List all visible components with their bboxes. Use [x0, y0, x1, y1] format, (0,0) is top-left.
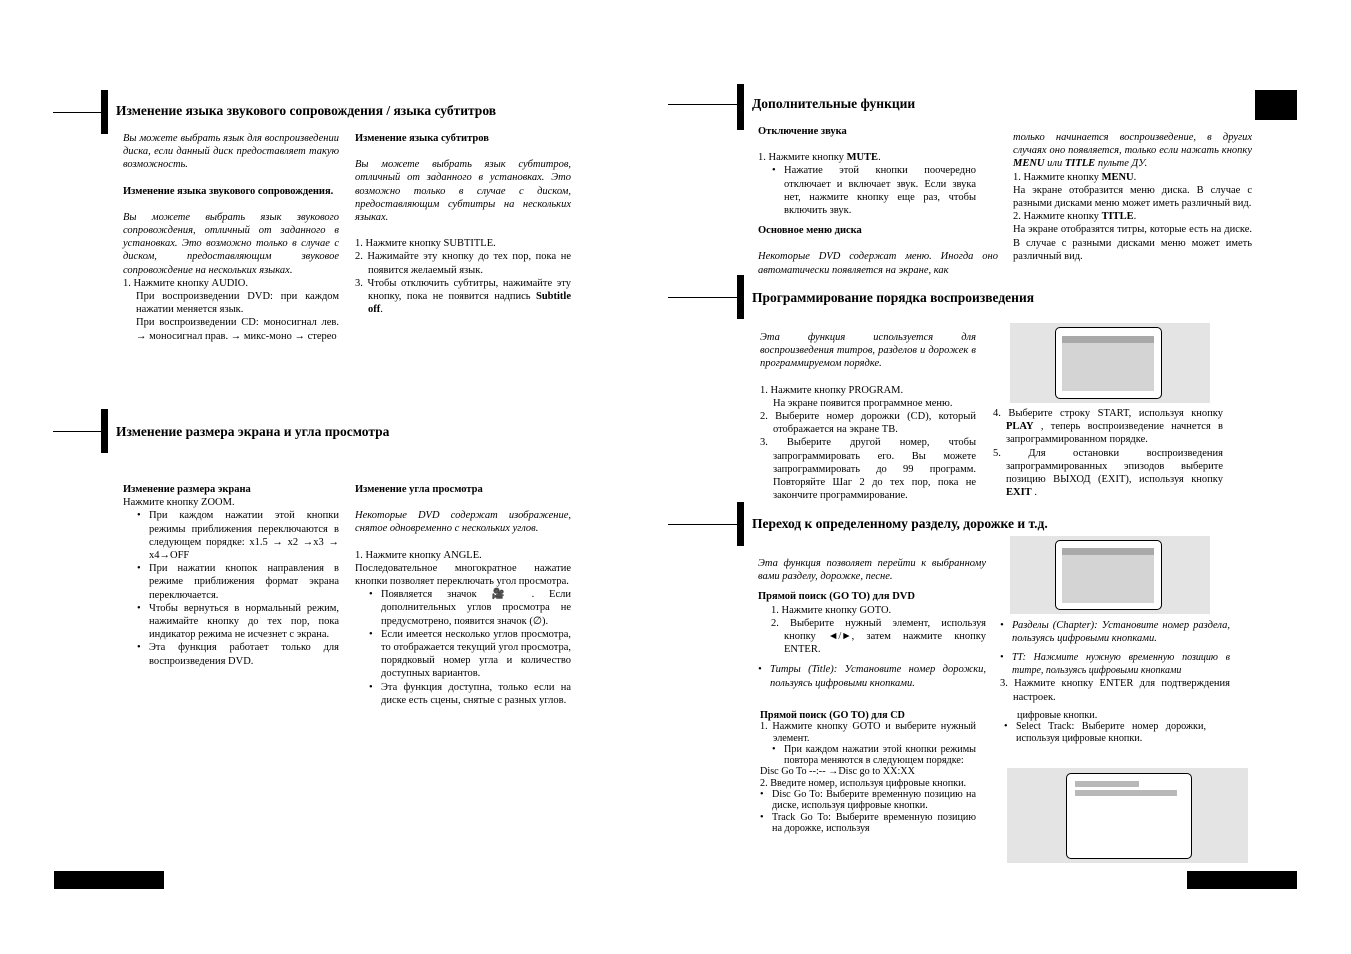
section-title-program: Программирование порядка воспроизведения [752, 290, 1035, 305]
subtitle-step-3 [355, 277, 571, 317]
zoom-heading: Изменение размера экрана [123, 484, 251, 495]
goto-dvd-bullets-right [1000, 619, 1230, 645]
program-step-4-post: , теперь воспроизведение начнется в запрограммированном порядке. [1006, 421, 1223, 446]
menu-step-2-label: TITLE [1101, 211, 1134, 223]
program-step-3: 3. Выберите другой номер, чтобы запрограммировать его. Вы можете запрограммировать до 99 программ. Повторяйте Шаг 2 до тех пор, пока не закончите программирование. [760, 437, 976, 502]
angle-bullet: • Появляется значок 🎥 . Если дополнительных углов просмотра не предусмотрено, появится значок (∅). [369, 588, 571, 628]
screen-menu-body [1062, 555, 1154, 603]
menu-step-1-label: MENU [1101, 171, 1134, 183]
subtitle-intro: Вы можете выбрать язык субтитров, отличный от заданного в установках. Это возможно только в случае с диском, предоставляющим субтитры на нескольких языках. [355, 159, 571, 224]
program-column-right [993, 407, 1223, 499]
program-step-4 [993, 407, 1223, 447]
zoom-bullet: • При каждом нажатии этой кнопки режимы приближения переключаются в следующем порядке: x1.5 → x2 →x3 → x4→OFF [137, 509, 339, 562]
goto-dvd-steps [758, 604, 986, 657]
zoom-bullet: • При нажатии кнопок направления в режиме приближения формат экрана переключается. [137, 562, 339, 602]
mute-column [758, 125, 998, 277]
mute-heading: Отключение звука [758, 126, 847, 137]
program-step-1: 1. Нажмите кнопку PROGRAM. [760, 384, 904, 396]
goto-dvd-step-2: 2. Выберите нужный элемент, используя кнопку ◄/►, затем нажмите кнопку ENTER. [771, 617, 986, 656]
goto-column-right [1000, 619, 1230, 704]
angle-intro: Некоторые DVD содержат изображение, снятое одновременно с нескольких углов. [355, 510, 571, 535]
subtitle-step-2: 2. Нажимайте эту кнопку до тех пор, пока не появится желаемый язык. [355, 251, 571, 276]
menu-step-1-post: . [1133, 171, 1137, 183]
goto-cd-bullet-1: • При каждом нажатии этой кнопки режимы повтора меняются в следующем порядке: [772, 744, 976, 767]
angle-bullet: • Эта функция доступна, только если на диске есть сцены, снятые с разных углов. [369, 681, 571, 707]
page-tab-top-right [1255, 90, 1297, 120]
goto-dvd-bullets [758, 663, 986, 689]
goto-cd-heading: Прямой поиск (GO TO) для CD [760, 710, 905, 721]
goto-dvd-heading: Прямой поиск (GO TO) для DVD [758, 591, 915, 603]
menu-intro: Некоторые DVD содержат меню. Иногда оно автоматически появляется на экране, как [758, 251, 998, 276]
section-title-additional: Дополнительные функции [752, 96, 916, 111]
goto-cd-step-2: 2. Введите номер, используя цифровые кнопки. [760, 777, 967, 789]
goto-cd-screen-illustration [1007, 768, 1248, 863]
subtitle-step-3-text: 3. Чтобы отключить субтитры, нажимайте эту кнопку, пока не появится надпись [355, 277, 571, 303]
program-steps-right [993, 407, 1223, 499]
goto-column-left [758, 557, 986, 690]
tv-screen-frame [1055, 327, 1162, 399]
menu-label: MENU [1013, 158, 1045, 170]
program-step-4-pre: 4. Выберите строку START, используя кнопку [993, 408, 1223, 419]
menu-step-2-post: . [1133, 211, 1137, 223]
menu-column [1013, 131, 1252, 263]
menu-heading: Основное меню диска [758, 225, 862, 237]
program-screen-illustration [1010, 323, 1210, 403]
section-marker-bar [101, 409, 108, 453]
menu-intro-cont-mid: или [1044, 158, 1065, 170]
goto-cd-bullets-2 [760, 789, 976, 834]
subtitle-step-1: 1. Нажмите кнопку SUBTITLE. [355, 238, 496, 250]
menu-step-1-text: На экране отобразится меню диска. В случае с разными дисками меню может иметь различный вид. [1013, 184, 1252, 210]
exit-label: EXIT [1006, 487, 1032, 499]
intro-text: Вы можете выбрать язык для воспроизведении диска, если данный диск предоставляет такую возможность. [123, 133, 339, 171]
zoom-column [123, 483, 339, 668]
goto-cd-bullet-disc: • Disc Go To: Выберите временную позицию на диске, используя цифровые кнопки. [760, 789, 976, 812]
goto-cd-column-right [1004, 710, 1206, 744]
audio-step-1: 1. Нажмите кнопку AUDIO. [123, 277, 249, 289]
audio-step-1-cd: При воспроизведении CD: моносигнал лев. → моносигнал прав. → микс-моно → стерео [136, 317, 339, 342]
angle-step-1: 1. Нажмите кнопку ANGLE. [355, 549, 482, 561]
goto-dvd-bullet-chapters: • Разделы (Chapter): Установите номер раздела, пользуясь цифровыми кнопками. [1000, 619, 1230, 645]
angle-bullet: • Если имеется несколько углов просмотра, то отображается текущий угол просмотра, порядковый номер угла и количество доступных вариантов. [369, 628, 571, 681]
goto-screen-illustration [1010, 536, 1210, 614]
goto-dvd-step-1: 1. Нажмите кнопку GOTO. [771, 604, 892, 616]
angle-bullets [355, 588, 571, 707]
zoom-bullet: • Эта функция работает только для воспроизведения DVD. [137, 641, 339, 667]
subtitle-column [355, 132, 571, 316]
goto-dvd-bullet-tt: • TT: Нажмите нужную временную позицию в титре, пользуясь цифровыми кнопками [1000, 652, 1230, 677]
program-intro: Эта функция используется для воспроизведения титров, разделов и дорожек в программируемом порядке. [760, 332, 976, 370]
title-label: TITLE [1064, 158, 1096, 170]
subtitle-off-label: Subtitle off [368, 291, 571, 316]
section-rule-line [668, 297, 737, 298]
section-title-audio-subtitle: Изменение языка звукового сопровождения / языка субтитров [116, 103, 497, 118]
audio-column [123, 132, 339, 343]
mute-step-1-post: . [878, 152, 881, 164]
section-marker-bar [737, 84, 744, 130]
goto-cd-sequence: Disc Go To --:-- →Disc go to XX:XX [760, 766, 916, 778]
menu-step-2 [1013, 210, 1252, 223]
section-title-zoom-angle: Изменение размера экрана и угла просмотра [116, 424, 390, 439]
section-rule-line [668, 104, 737, 105]
section-rule-line [668, 524, 737, 525]
goto-dvd-bullet-titles: • Титры (Title): Установите номер дорожки, пользуясь цифровыми кнопками. [758, 663, 986, 689]
menu-step-2-pre: 2. Нажмите кнопку [1013, 211, 1102, 223]
mute-bullet: • Нажатие этой кнопки поочередно отключает и включает звук. Если звука нет, нажмите кнопку еще раз, чтобы включить звук. [772, 164, 976, 217]
zoom-bullet: • Чтобы вернуться в нормальный режим, нажимайте кнопку до тех пор, пока индикатор режима не исчезнет с экрана. [137, 602, 339, 642]
goto-cd-bullet-select: • Select Track: Выберите номер дорожки, используя цифровые кнопки. [1004, 721, 1206, 744]
mute-label: MUTE [846, 152, 879, 164]
subtitle-step-3-end: . [380, 304, 383, 316]
tv-screen-frame [1066, 773, 1192, 859]
section-title-goto: Переход к определенному разделу, дорожке и т.д. [752, 516, 1048, 531]
zoom-bullets [123, 509, 339, 667]
subtitle-heading: Изменение языка субтитров [355, 133, 489, 144]
program-steps [760, 384, 976, 397]
page-tab-right [1187, 871, 1297, 889]
audio-step-1-dvd: При воспроизведении DVD: при каждом нажатии меняется язык. [136, 291, 339, 316]
play-label: PLAY [1006, 421, 1034, 433]
tv-screen-frame [1055, 540, 1162, 610]
program-step-2: 2. Выберите номер дорожки (CD), который отображается на экране ТВ. [760, 411, 976, 436]
menu-step-2-text: На экране отобразятся титры, которые есть на диске. В случае с разными дисками меню может иметь различный вид. [1013, 224, 1252, 262]
menu-step-1-pre: 1. Нажмите кнопку [1013, 171, 1102, 183]
goto-cd-steps [760, 721, 976, 744]
menu-intro-cont-pre: только начинается воспроизведение, в других случаях оно появляется, только если нажать кнопку [1013, 132, 1252, 157]
program-step-1-text: На экране появится программное меню. [773, 397, 953, 409]
program-step-5 [993, 447, 1223, 500]
screen-line-2 [1075, 790, 1177, 796]
program-step-5-post: . [1031, 487, 1037, 499]
section-rule-line [53, 112, 101, 113]
goto-cd-step-1: 1. Нажмите кнопку GOTO и выберите нужный элемент. [760, 721, 976, 744]
menu-intro-cont-post: пульте ДУ. [1095, 158, 1148, 170]
goto-dvd-step-3: 3. Нажмите кнопку ENTER для подтверждения настроек. [1000, 678, 1230, 703]
screen-menu-header [1062, 548, 1154, 555]
goto-dvd-bullets-tt [1000, 652, 1230, 677]
program-step-5-pre: 5. Для остановки воспроизведения запрограммированных эпизодов выберите позицию ВЫХОД (EXIT), используя кнопку [993, 447, 1223, 486]
goto-cd-continued: цифровые кнопки. [1017, 710, 1098, 721]
audio-heading: Изменение языка звукового сопровождения. [123, 185, 334, 197]
program-steps-cont [760, 410, 976, 502]
mute-step-1 [758, 151, 998, 164]
page-tab-left [54, 871, 164, 889]
mute-bullets [758, 164, 998, 217]
goto-cd-bullets-right [1004, 721, 1206, 744]
section-marker-bar [737, 502, 744, 546]
section-rule-line [53, 431, 101, 432]
goto-dvd-step-3-list [1000, 677, 1230, 703]
section-marker-bar [737, 275, 744, 319]
screen-menu-body [1062, 343, 1154, 391]
section-marker-bar [101, 90, 108, 134]
screen-menu-header [1062, 336, 1154, 343]
goto-cd-bullet-track: • Track Go To: Выберите временную позицию на дорожке, используя [760, 812, 976, 835]
screen-line-1 [1075, 781, 1139, 787]
angle-text: Последовательное многократное нажатие кнопки позволяет переключать угол просмотра. [355, 562, 571, 588]
goto-cd-bullets [760, 744, 976, 767]
subtitle-steps [355, 237, 571, 316]
menu-step-1 [1013, 171, 1252, 184]
angle-heading: Изменение угла просмотра [355, 484, 483, 495]
angle-column [355, 483, 571, 707]
audio-intro: Вы можете выбрать язык звукового сопровождения, отличный от заданного в установках. Это возможно только в случае с диском, предоставляющим звуковое сопровождение на нескольких языках. [123, 211, 339, 276]
goto-intro: Эта функция позволяет перейти к выбранному вами разделу, дорожке, песне. [758, 558, 986, 583]
menu-intro-continued [1013, 131, 1252, 171]
goto-cd-column [760, 710, 976, 834]
mute-step-1-pre: 1. Нажмите кнопку [758, 152, 847, 164]
program-column-left [760, 331, 976, 502]
zoom-press: Нажмите кнопку ZOOM. [123, 497, 235, 509]
